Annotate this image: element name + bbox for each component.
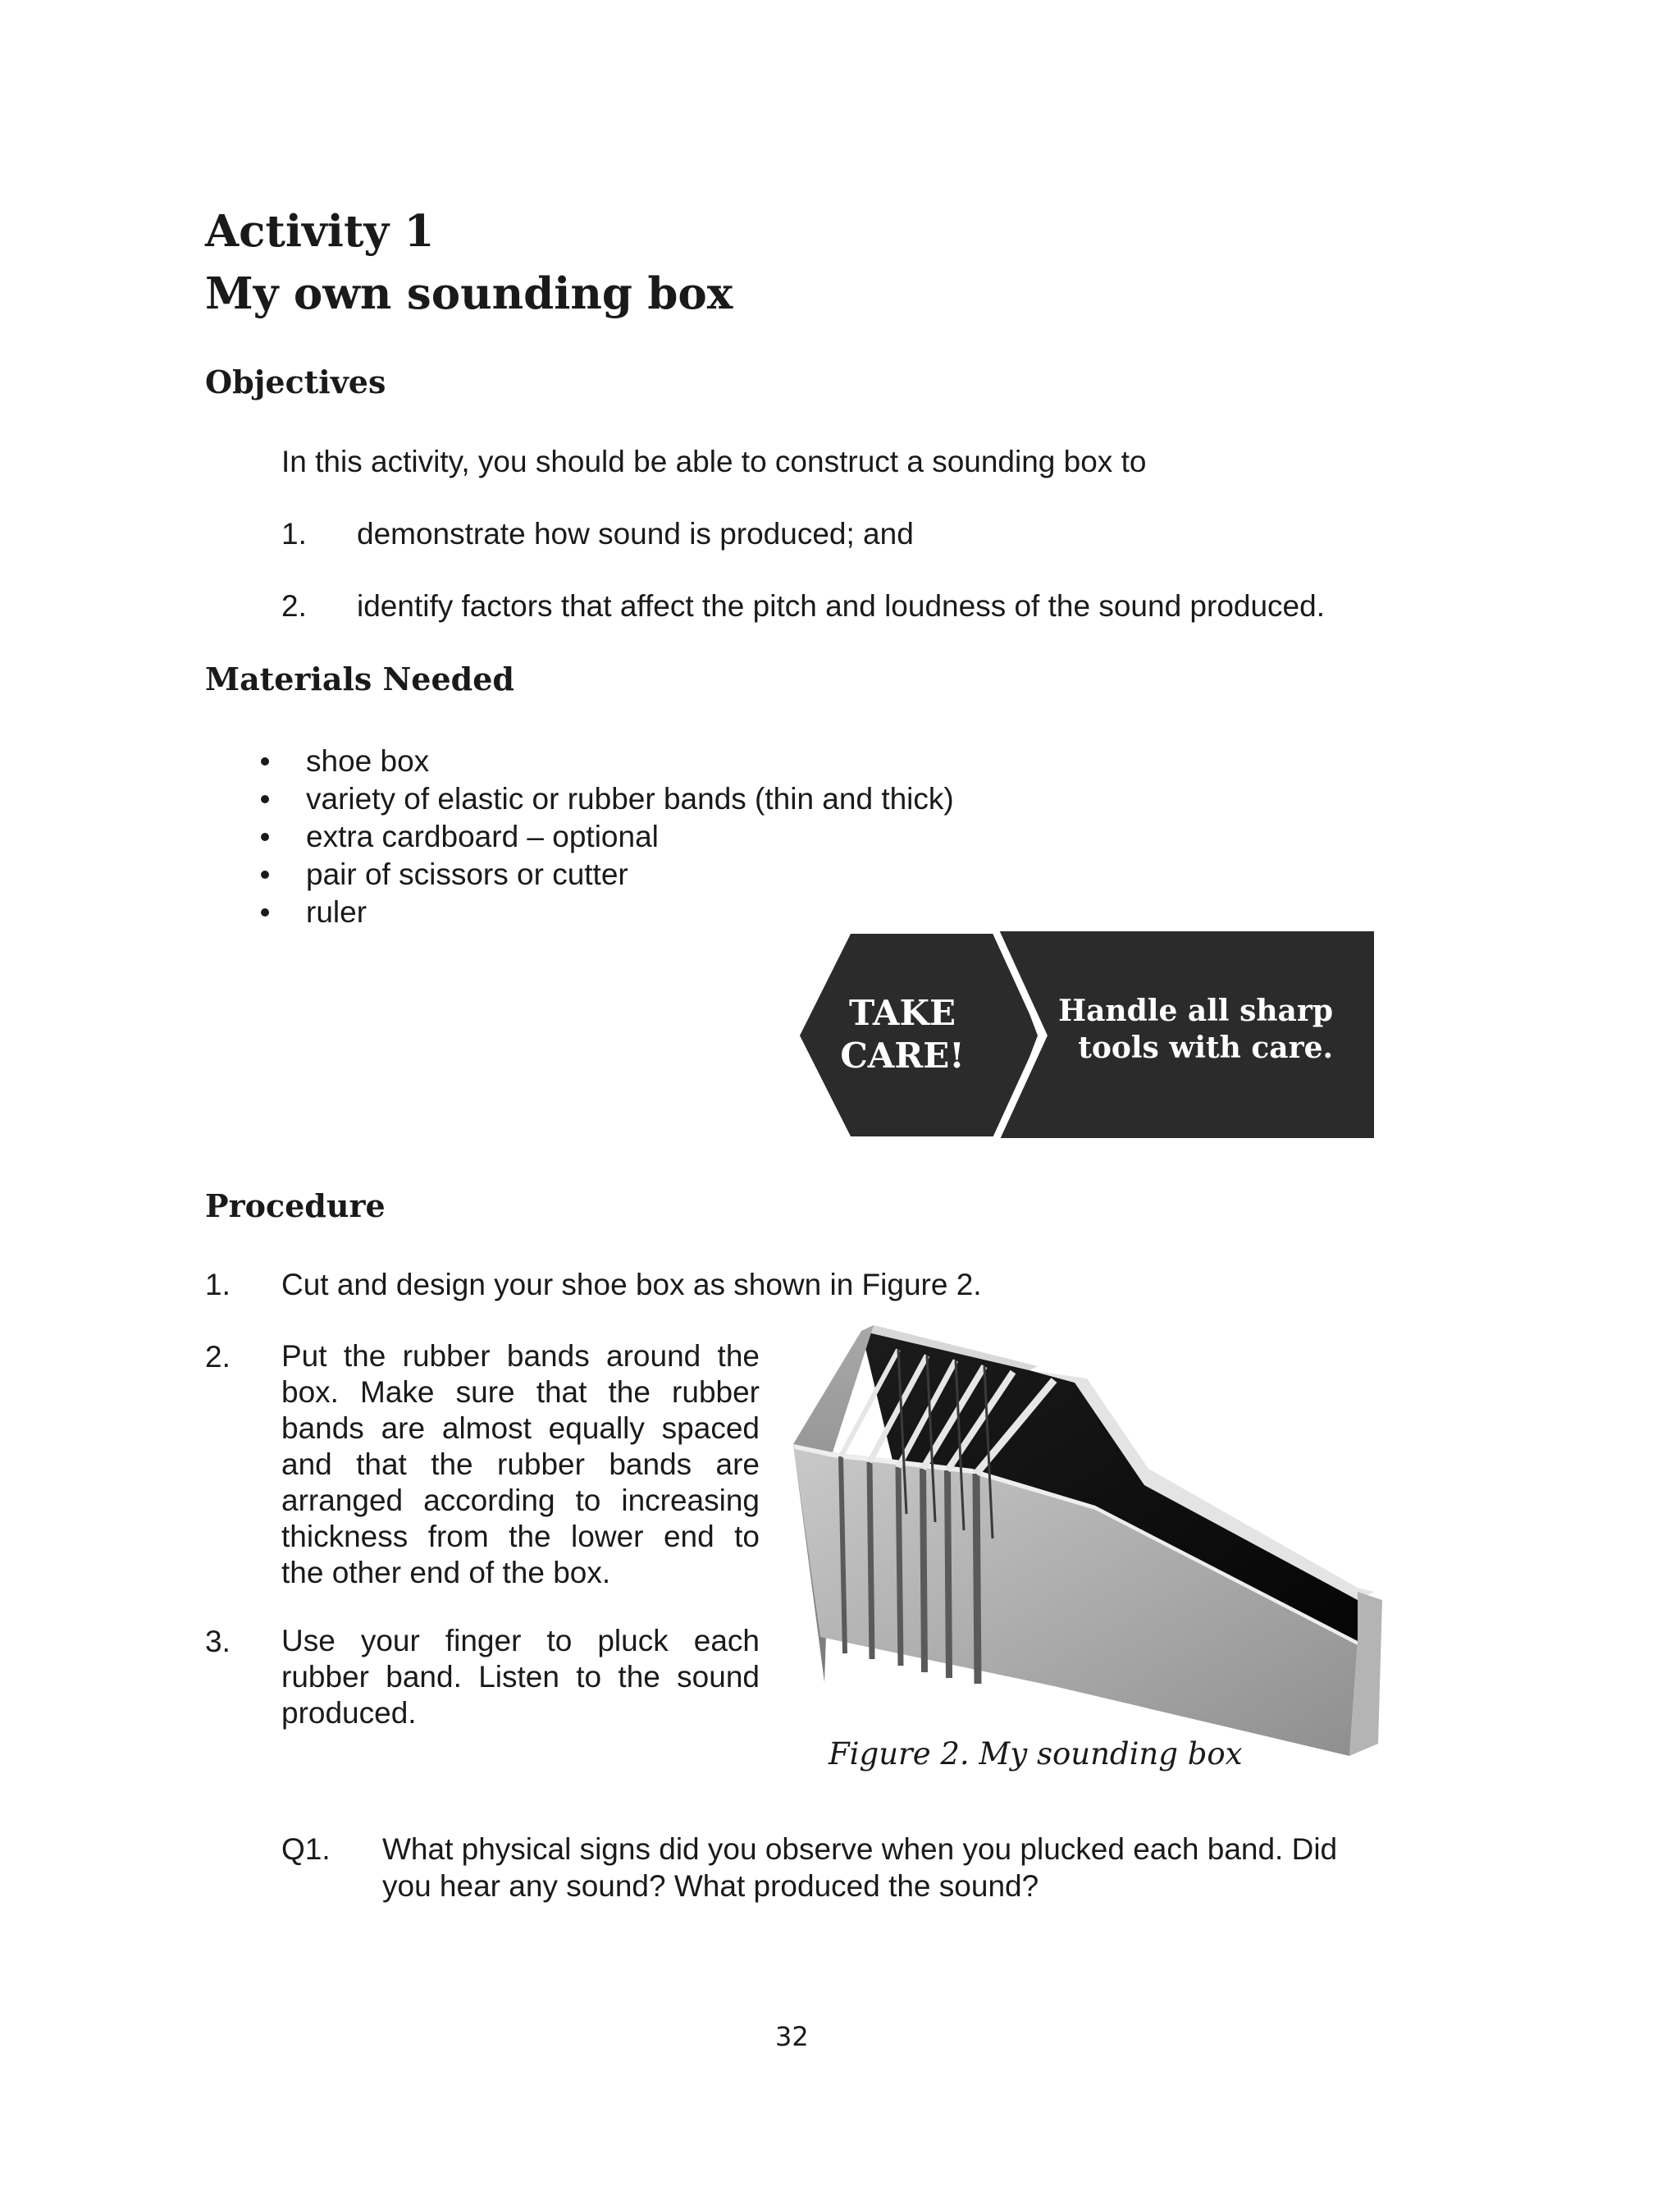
materials-heading: Materials Needed	[205, 661, 514, 697]
objectives-intro: In this activity, you should be able to construct a sounding box to	[281, 445, 1147, 478]
take-care-label: CARE!	[840, 1036, 965, 1076]
take-care-callout	[800, 931, 1374, 1141]
procedure-heading: Procedure	[205, 1187, 386, 1224]
objectives-heading: Objectives	[205, 363, 386, 400]
activity-number: Activity 1	[205, 206, 435, 257]
sounding-box-figure	[783, 1321, 1390, 1756]
material-item: shoe box	[306, 744, 430, 778]
bullet-dot	[261, 833, 269, 841]
step-text-line: thickness from the lower end to	[281, 1520, 760, 1553]
objective-item: demonstrate how sound is produced; and	[357, 517, 914, 551]
take-care-message: tools with care.	[1078, 1031, 1333, 1065]
figure-caption: Figure 2. My sounding box	[829, 1736, 1243, 1772]
step-text-line: box. Make sure that the rubber	[281, 1375, 760, 1409]
step-text-line: Put the rubber bands around the	[281, 1339, 760, 1373]
step-number: 2.	[205, 1340, 231, 1374]
step-text-line: rubber band. Listen to the sound	[281, 1660, 760, 1694]
step-text-line: produced.	[281, 1696, 417, 1730]
step-text-line: arranged according to increasing	[281, 1484, 760, 1517]
objective-number: 2.	[281, 589, 307, 623]
take-care-message: Handle all sharp	[1058, 994, 1333, 1028]
step-number: 3.	[205, 1625, 231, 1658]
take-care-label: TAKE	[848, 993, 956, 1033]
step-number: 1.	[205, 1268, 231, 1301]
procedure-step	[281, 1623, 760, 1731]
step-text-line: the other end of the box.	[281, 1556, 611, 1589]
material-item: pair of scissors or cutter	[306, 857, 628, 891]
sounding-box-illustration	[783, 1321, 1390, 1756]
bullet-dot	[261, 795, 269, 803]
material-item: ruler	[306, 895, 368, 929]
question-text: What physical signs did you observe when you plucked each band. Did	[382, 1832, 1338, 1866]
material-item: extra cardboard – optional	[306, 820, 659, 853]
question-label: Q1.	[281, 1832, 331, 1866]
step-text-line: and that the rubber bands are	[281, 1447, 760, 1481]
procedure-step	[281, 1338, 760, 1591]
step-text-line: bands are almost equally spaced	[281, 1411, 760, 1445]
objective-number: 1.	[281, 517, 307, 551]
objective-item: identify factors that affect the pitch and loudness of the sound produced.	[357, 589, 1325, 623]
page-number: 32	[775, 2021, 809, 2052]
bullet-dot	[261, 871, 269, 879]
activity-title: My own sounding box	[205, 268, 733, 319]
bullet-dot	[261, 908, 269, 917]
question-text: you hear any sound? What produced the sound?	[382, 1869, 1039, 1903]
step-text-line: Use your finger to pluck each	[281, 1624, 760, 1657]
procedure-step: Cut and design your shoe box as shown in Figure 2.	[281, 1268, 982, 1301]
material-item: variety of elastic or rubber bands (thin and thick)	[306, 782, 954, 816]
bullet-dot	[261, 757, 269, 766]
